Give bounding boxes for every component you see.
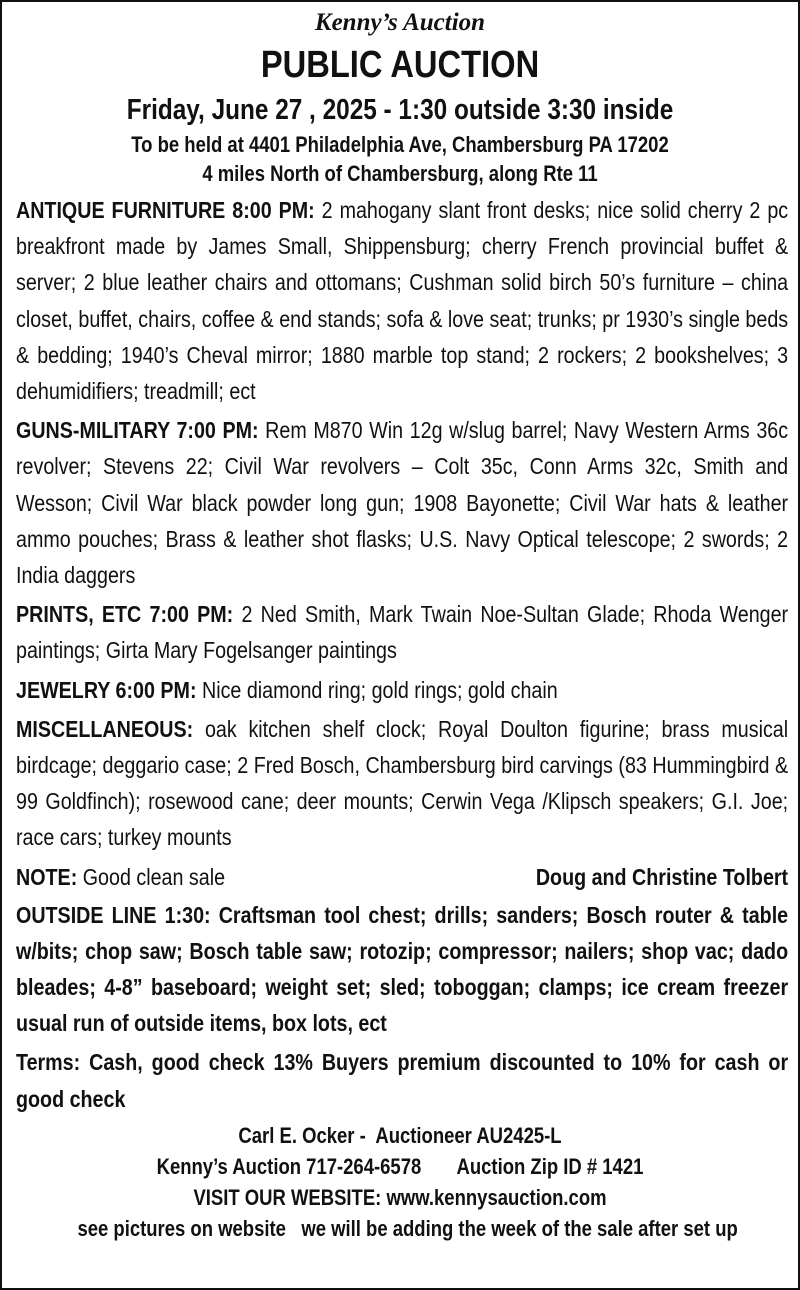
note-text: Good clean sale	[82, 863, 226, 890]
note-row	[16, 859, 788, 895]
auctioneer-line: Carl E. Ocker - Auctioneer AU2425-L	[238, 1122, 562, 1148]
section-guns-military	[16, 412, 788, 593]
auction-directions: 4 miles North of Chambersburg, along Rte 11	[202, 161, 598, 186]
section-text: 2 Ned Smith, Mark Twain Noe-Sultan Glade; Rhoda Wenger paintings; Girta Mary Fogelsanger paintings	[16, 601, 789, 664]
section-label: MISCELLANEOUS:	[16, 715, 194, 742]
section-label: ANTIQUE FURNITURE 8:00 PM:	[16, 197, 315, 223]
note-left	[16, 859, 225, 895]
section-text: 2 mahogany slant front desks; nice solid cherry 2 pc breakfront made by James Small, Shippensburg; cherry French provincial buffet & server; 2 blue leather chairs and ottomans; Cushman solid birch 50’s furniture – china closet, buffet, chairs, coffee & end stands; sofa & love seat; trunks; pr 1930’s single beds & bedding; 1940’s Cheval mirror; 1880 marble top stand; 2 rockers; 2 bookshelves; 3 dehumidifiers; treadmill; ect	[16, 197, 789, 405]
brand-name: Kenny’s Auction	[314, 9, 486, 36]
section-label: JEWELRY 6:00 PM:	[16, 676, 197, 703]
section-text: Rem M870 Win 12g w/slug barrel; Navy Western Arms 36c revolver; Stevens 22; Civil War revolvers – Colt 35c, Conn Arms 32c, Smith and Wesson; Civil War black powder long gun; 1908 Bayonette; Civil War hats & leather ammo pouches; Brass & leather shot flasks; U.S. Navy Optical telescope; 2 swords; 2 India daggers	[16, 417, 789, 589]
contact-line: Kenny’s Auction 717-264-6578 Auction Zip ID # 1421	[156, 1153, 644, 1179]
auction-location: To be held at 4401 Philadelphia Ave, Chambersburg PA 17202	[131, 132, 669, 157]
section-label: GUNS-MILITARY 7:00 PM:	[16, 417, 259, 444]
section-text: oak kitchen shelf clock; Royal Doulton figurine; brass musical birdcage; deggario case; 2 Fred Bosch, Chambersburg bird carvings (83 Hummingbird & 99 Goldfinch); rosewood cane; deer mounts; Cerwin Vega /Klipsch speakers; G.I. Joe; race cars; turkey mounts	[16, 715, 789, 851]
section-text: Nice diamond ring; gold rings; gold chain	[201, 676, 558, 703]
page-title: PUBLIC AUCTION	[260, 44, 540, 86]
section-label: PRINTS, ETC 7:00 PM:	[16, 601, 234, 628]
section-jewelry	[16, 672, 788, 708]
section-antique-furniture	[16, 192, 788, 409]
owners-name: Doug and Christine Tolbert	[535, 863, 789, 890]
pictures-line: see pictures on website we will be adding the week of the sale after set up	[77, 1215, 738, 1241]
note-label: NOTE:	[16, 863, 78, 890]
section-miscellaneous	[16, 711, 788, 856]
auction-datetime: Friday, June 27 , 2025 - 1:30 outside 3:30 inside	[126, 94, 674, 126]
terms-text: Terms: Cash, good check 13% Buyers premium discounted to 10% for cash or good check	[16, 1049, 789, 1112]
website-line: VISIT OUR WEBSITE: www.kennysauction.com	[193, 1184, 607, 1210]
section-prints	[16, 596, 788, 668]
section-outside-line: OUTSIDE LINE 1:30: Craftsman tool chest; drills; sanders; Bosch router & table w/bits; chop saw; Bosch table saw; rotozip; compressor; nailers; shop vac; dado bleades; 4-8” baseboard; weight set; sled; toboggan; clamps; ice cream freezer usual run of outside items, box lots, ect	[16, 901, 789, 1037]
